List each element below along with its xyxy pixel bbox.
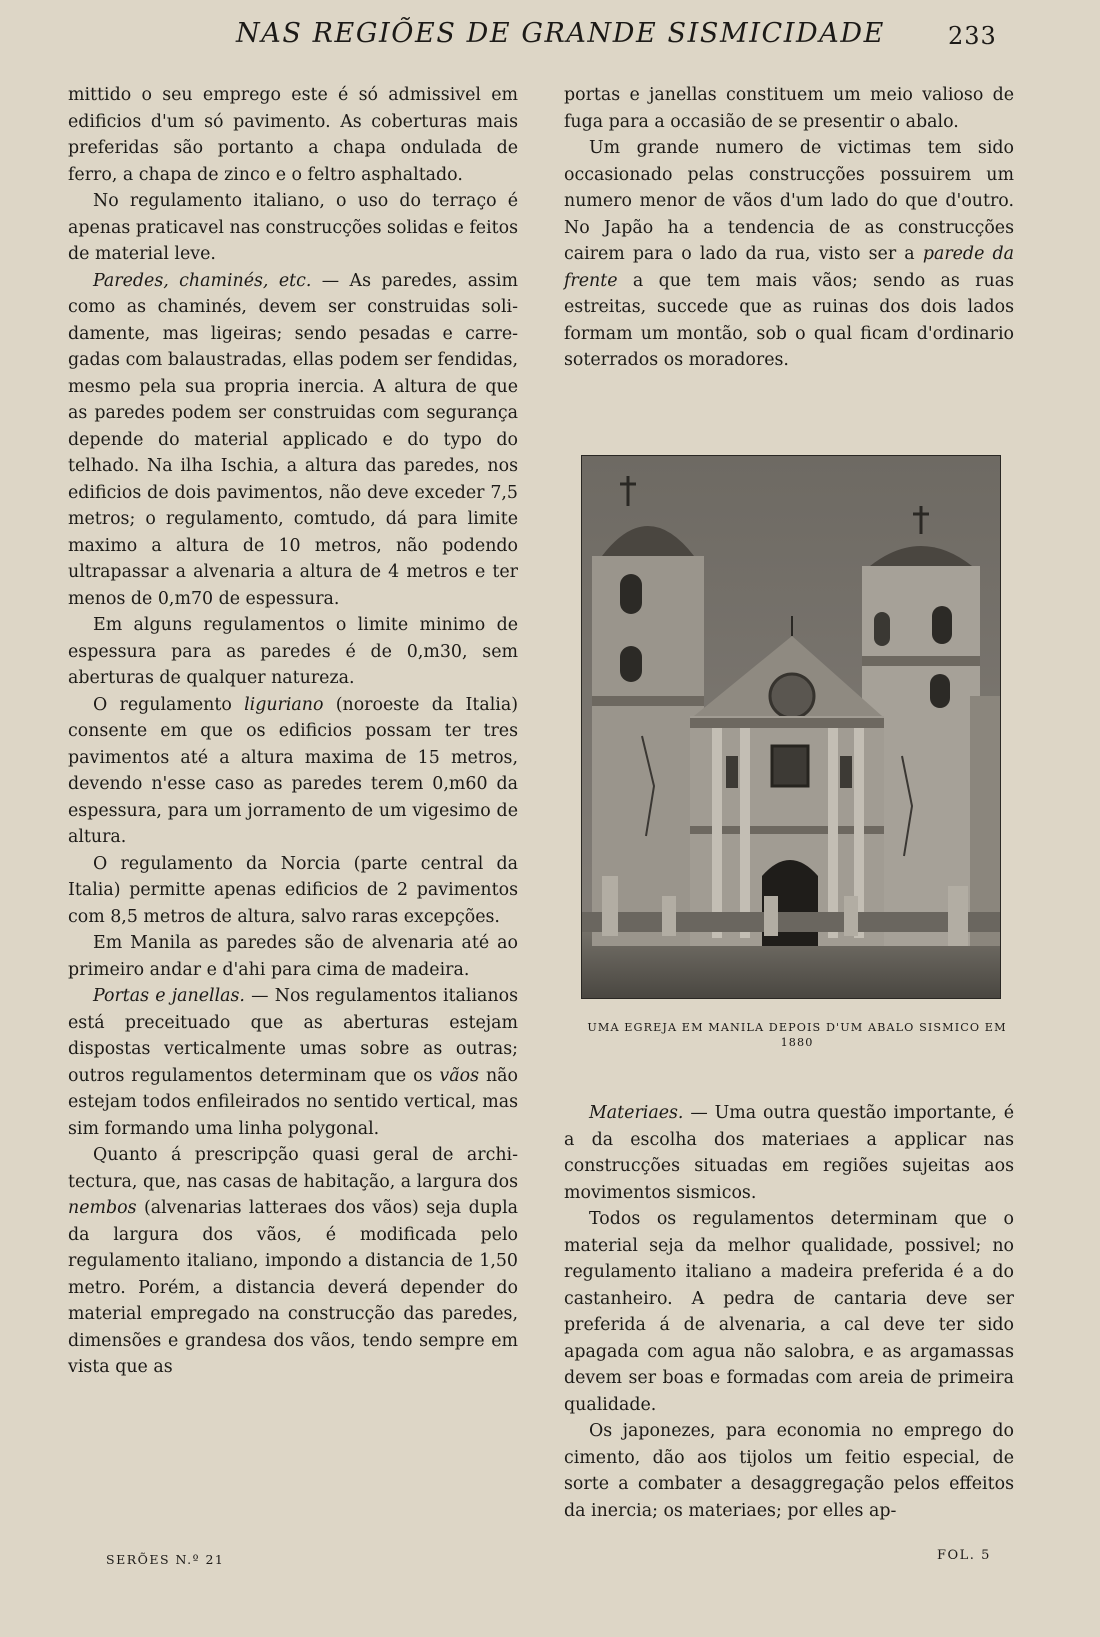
paragraph: Em Manila as paredes são de alvenaria até ao primeiro andar e d'ahi para cima de madeira. [68,933,518,980]
footer-issue: SERÕES N.º 21 [106,1552,225,1567]
paragraph [564,1100,1014,1206]
paragraph [68,268,518,613]
paragraph [68,692,518,851]
paragraph-text: a que tem mais vãos; sendo as ruas estreitas, succede que as ruinas dos dois lados formam um montão, sob o qual ficam d'ordinario soterrados os moradores. [564,270,1014,370]
paragraph [564,135,1014,374]
paragraph: mittido o seu emprego este é só admissivel em edificios d'um só pavimento. As coberturas mais preferidas são portanto a chapa ondulada de ferro, a chapa de zinco e o feltro asphaltado. [68,85,518,185]
paragraph-text: — As paredes, assim como as chaminés, devem ser construidas solidamente, mas ligeiras; sendo pesadas e carregadas com balaustradas, ellas podem ser fendidas, mesmo pela sua propria inercia. A altura de que as paredes podem ser construidas com segurança depende do material applicado e do typo do telhado. Na ilha Ischia, a altura das paredes, nos edificios de dois pavimentos, não deve exceder 7,5 metros; o regulamento, comtudo, dá para limite maximo a altura de 10 metros, não podendo ultrapassar a alvenaria a altura de 4 metros e ter menos de 0,m70 de espessura. [68,270,518,609]
paragraph-text: O regulamento [93,694,245,715]
figure-caption: UMA EGREJA EM MANILA DEPOIS D'UM ABALO SISMICO EM 1880 [587,1021,1007,1049]
running-title: NAS REGIÕES DE GRANDE SISMICIDADE [236,18,885,49]
paragraph: O regulamento da Norcia (parte central da Italia) permitte apenas edificios de 2 pavimentos com 8,5 metros de altura, salvo raras excepções. [68,853,518,927]
paragraph [68,1142,518,1381]
page-number: 233 [948,22,997,50]
paragraph: portas e janellas constituem um meio valioso de fuga para a occasião de se presentir o abalo. [564,85,1014,132]
italic-term: parede da frente [564,244,1015,291]
church-photograph [581,455,1001,999]
section-heading: Materiaes. [589,1103,684,1123]
section-heading: Portas e janellas. [93,986,245,1006]
paragraph-text: Um grande numero de victimas tem sido occasionado pelas construcções possuirem um numero menor de vãos d'um lado do que d'outro. No Japão ha a tendencia de as construcções cairem para o lado da rua, visto ser a [564,138,1014,264]
left-column [68,82,518,1381]
paragraph-text: (alvenarias latteraes dos vãos) seja dupla da largura dos vãos, é modificada pelo regulamento italiano, impondo a distancia de 1,50 metro. Porém, a distancia deverá depender do material empregado na construcção das paredes, dimensões e grandesa dos vãos, tendo sempre em vista que as [68,1198,518,1377]
italic-term: nembos [68,1198,137,1218]
section-heading: Paredes, chaminés, etc. [93,270,312,291]
church-illustration [582,456,1000,998]
paragraph: Em alguns regulamentos o limite minimo de espessura para as paredes é de 0,m30, sem aberturas de qualquer natureza. [68,615,518,688]
paragraph: No regulamento italiano, o uso do terraço é apenas praticavel nas construcções solidas e feitos de material leve. [68,191,519,264]
paragraph: Os japonezes, para economia no emprego do cimento, dão aos tijolos um feitio especial, de sorte a combater a desaggregação pelos effeitos da inercia; os materiaes; por elles ap- [564,1421,1014,1521]
right-column-top [564,82,1014,374]
paragraph-text: Quanto á prescripção quasi geral de architectura, que, nas casas de habitação, a largura dos [68,1145,518,1192]
italic-term: liguriano [244,694,324,715]
paragraph-text: — Uma outra questão importante, é a da escolha dos materiaes a applicar nas construcções situadas em regiões sujeitas aos movimentos sismicos. [564,1103,1014,1203]
paragraph-text: não estejam todos enfileirados no sentido vertical, mas sim formando uma linha polygonal. [68,1065,518,1139]
footer-folio: FOL. 5 [937,1548,991,1563]
paragraph [68,983,518,1142]
italic-term: vãos [439,1065,480,1086]
paragraph: Todos os regulamentos determinam que o material seja da melhor qualidade, possivel; no regulamento italiano a madeira preferida é a do castanheiro. A pedra de cantaria deve ser preferida á de alvenaria, a cal deve ter sido apagada com agua não salobra, e as argamassas devem ser boas e formadas com areia de primeira qualidade. [564,1209,1014,1415]
paragraph-text: (noroeste da Italia) consente em que os edificios possam ter tres pavimentos até a altura maxima de 15 metros, devendo n'esse caso as paredes terem 0,m60 da espessura, para um jorramento de um vigesimo de altura. [68,694,518,847]
right-column-bottom [564,1100,1014,1524]
paragraph-text: — Nos regulamentos italianos está preceituado que as aberturas estejam dispostas verticalmente umas sobre as outras; outros regulamentos determinam que os [68,986,518,1086]
